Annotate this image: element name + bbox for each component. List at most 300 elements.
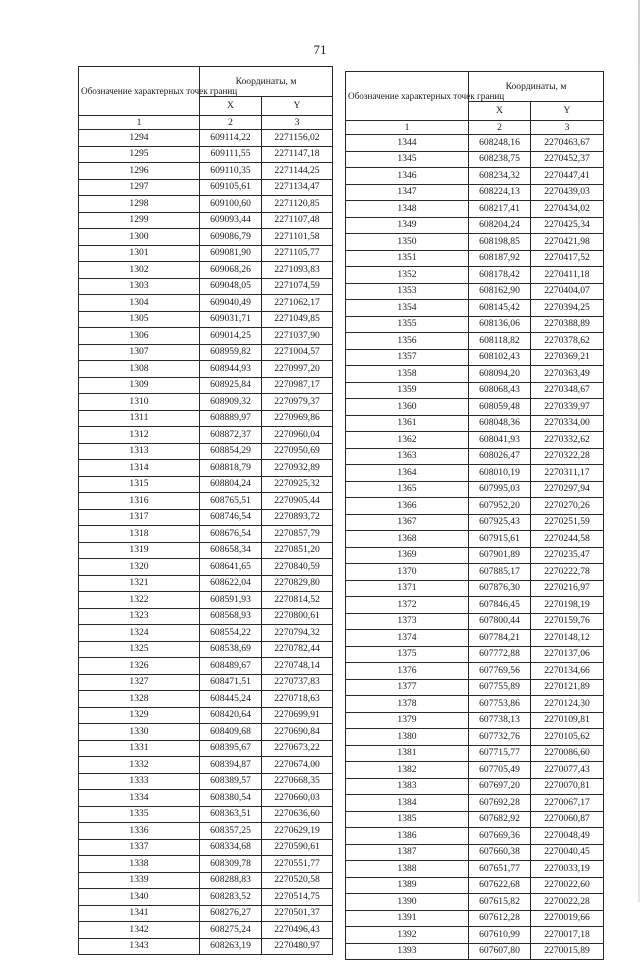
y-coordinate-cell: 2271120,85 <box>262 196 333 213</box>
y-coordinate-cell: 2270077,43 <box>531 762 604 779</box>
point-number-cell: 1357 <box>346 349 469 366</box>
y-coordinate-cell: 2270674,00 <box>262 757 333 774</box>
point-number-cell: 1318 <box>79 526 200 543</box>
table-row <box>346 729 604 746</box>
point-number-cell: 1305 <box>79 311 200 328</box>
y-coordinate-cell: 2270332,62 <box>531 432 604 449</box>
y-coordinate-cell: 2270148,12 <box>531 630 604 647</box>
point-number-cell: 1314 <box>79 460 200 477</box>
table-row <box>79 872 333 889</box>
x-coordinate-cell: 607682,92 <box>469 811 531 828</box>
x-coordinate-cell: 608765,51 <box>200 493 262 510</box>
header-x: X <box>469 102 531 121</box>
point-number-cell: 1391 <box>346 910 469 927</box>
point-number-cell: 1299 <box>79 212 200 229</box>
table-row <box>346 514 604 531</box>
point-number-cell: 1368 <box>346 531 469 548</box>
x-coordinate-cell: 609081,90 <box>200 245 262 262</box>
x-coordinate-cell: 608394,87 <box>200 757 262 774</box>
x-coordinate-cell: 609014,25 <box>200 328 262 345</box>
x-coordinate-cell: 608746,54 <box>200 509 262 526</box>
table-row <box>346 696 604 713</box>
header-col-number-2: 2 <box>200 116 262 130</box>
table-row <box>79 130 333 147</box>
y-coordinate-cell: 2270748,14 <box>262 658 333 675</box>
point-number-cell: 1303 <box>79 278 200 295</box>
table-row <box>79 773 333 790</box>
y-coordinate-cell: 2271101,58 <box>262 229 333 246</box>
point-number-cell: 1359 <box>346 382 469 399</box>
x-coordinate-cell: 608041,93 <box>469 432 531 449</box>
point-number-cell: 1333 <box>79 773 200 790</box>
x-coordinate-cell: 608068,43 <box>469 382 531 399</box>
table-row <box>346 811 604 828</box>
y-coordinate-cell: 2270040,45 <box>531 844 604 861</box>
x-coordinate-cell: 608489,67 <box>200 658 262 675</box>
table-row <box>346 679 604 696</box>
y-coordinate-cell: 2270134,66 <box>531 663 604 680</box>
x-coordinate-cell: 607846,45 <box>469 597 531 614</box>
point-number-cell: 1301 <box>79 245 200 262</box>
table-row <box>346 234 604 251</box>
y-coordinate-cell: 2270121,89 <box>531 679 604 696</box>
point-number-cell: 1339 <box>79 872 200 889</box>
x-coordinate-cell: 607753,86 <box>469 696 531 713</box>
point-number-cell: 1296 <box>79 163 200 180</box>
y-coordinate-cell: 2270979,37 <box>262 394 333 411</box>
point-number-cell: 1332 <box>79 757 200 774</box>
y-coordinate-cell: 2270216,97 <box>531 580 604 597</box>
y-coordinate-cell: 2271074,59 <box>262 278 333 295</box>
y-coordinate-cell: 2270198,19 <box>531 597 604 614</box>
x-coordinate-cell: 608420,64 <box>200 707 262 724</box>
y-coordinate-cell: 2270109,81 <box>531 712 604 729</box>
point-number-cell: 1392 <box>346 927 469 944</box>
x-coordinate-cell: 607615,82 <box>469 894 531 911</box>
x-coordinate-cell: 608198,85 <box>469 234 531 251</box>
x-coordinate-cell: 609040,49 <box>200 295 262 312</box>
y-coordinate-cell: 2270270,26 <box>531 498 604 515</box>
x-coordinate-cell: 609031,71 <box>200 311 262 328</box>
point-number-cell: 1310 <box>79 394 200 411</box>
point-number-cell: 1352 <box>346 267 469 284</box>
point-number-cell: 1347 <box>346 184 469 201</box>
table-row <box>346 399 604 416</box>
table-row <box>346 943 604 960</box>
point-number-cell: 1336 <box>79 823 200 840</box>
y-coordinate-cell: 2270297,94 <box>531 481 604 498</box>
point-number-cell: 1302 <box>79 262 200 279</box>
y-coordinate-cell: 2270800,61 <box>262 608 333 625</box>
x-coordinate-cell: 608162,90 <box>469 283 531 300</box>
x-coordinate-cell: 609093,44 <box>200 212 262 229</box>
x-coordinate-cell: 607692,28 <box>469 795 531 812</box>
point-number-cell: 1380 <box>346 729 469 746</box>
table-row <box>79 377 333 394</box>
point-number-cell: 1362 <box>346 432 469 449</box>
table-row <box>346 910 604 927</box>
table-row <box>79 476 333 493</box>
x-coordinate-cell: 608445,24 <box>200 691 262 708</box>
x-coordinate-cell: 608102,43 <box>469 349 531 366</box>
y-coordinate-cell: 2270421,98 <box>531 234 604 251</box>
y-coordinate-cell: 2271147,18 <box>262 146 333 163</box>
header-y: Y <box>262 97 333 116</box>
point-number-cell: 1308 <box>79 361 200 378</box>
point-number-cell: 1358 <box>346 366 469 383</box>
point-number-cell: 1317 <box>79 509 200 526</box>
point-number-cell: 1346 <box>346 168 469 185</box>
table-row <box>79 262 333 279</box>
x-coordinate-cell: 608658,34 <box>200 542 262 559</box>
x-coordinate-cell: 607669,36 <box>469 828 531 845</box>
y-coordinate-cell: 2270840,59 <box>262 559 333 576</box>
y-coordinate-cell: 2270905,44 <box>262 493 333 510</box>
y-coordinate-cell: 2270520,58 <box>262 872 333 889</box>
table-row <box>346 250 604 267</box>
point-number-cell: 1351 <box>346 250 469 267</box>
point-number-cell: 1378 <box>346 696 469 713</box>
table-row <box>79 311 333 328</box>
table-row <box>346 366 604 383</box>
x-coordinate-cell: 608010,19 <box>469 465 531 482</box>
y-coordinate-cell: 2270987,17 <box>262 377 333 394</box>
coordinates-table-left <box>78 66 333 955</box>
point-number-cell: 1324 <box>79 625 200 642</box>
x-coordinate-cell: 608389,57 <box>200 773 262 790</box>
table-row <box>79 625 333 642</box>
table-row <box>346 465 604 482</box>
y-coordinate-cell: 2270124,30 <box>531 696 604 713</box>
point-number-cell: 1297 <box>79 179 200 196</box>
x-coordinate-cell: 608854,29 <box>200 443 262 460</box>
point-number-cell: 1338 <box>79 856 200 873</box>
table-row <box>346 663 604 680</box>
point-number-cell: 1304 <box>79 295 200 312</box>
table-row <box>79 658 333 675</box>
point-number-cell: 1360 <box>346 399 469 416</box>
table-row <box>346 168 604 185</box>
table-row <box>346 861 604 878</box>
table-row <box>346 135 604 152</box>
table-row <box>346 877 604 894</box>
table-row <box>346 564 604 581</box>
y-coordinate-cell: 2271062,17 <box>262 295 333 312</box>
point-number-cell: 1375 <box>346 646 469 663</box>
y-coordinate-cell: 2270932,89 <box>262 460 333 477</box>
y-coordinate-cell: 2270496,43 <box>262 922 333 939</box>
y-coordinate-cell: 2270388,89 <box>531 316 604 333</box>
table-row <box>79 196 333 213</box>
table-row <box>79 361 333 378</box>
point-number-cell: 1337 <box>79 839 200 856</box>
y-coordinate-cell: 2271105,77 <box>262 245 333 262</box>
x-coordinate-cell: 608471,51 <box>200 674 262 691</box>
x-coordinate-cell: 608818,79 <box>200 460 262 477</box>
table-row <box>79 674 333 691</box>
x-coordinate-cell: 607610,99 <box>469 927 531 944</box>
table-row <box>346 349 604 366</box>
point-number-cell: 1386 <box>346 828 469 845</box>
point-number-cell: 1329 <box>79 707 200 724</box>
x-coordinate-cell: 608059,48 <box>469 399 531 416</box>
y-coordinate-cell: 2270660,03 <box>262 790 333 807</box>
y-coordinate-cell: 2270334,00 <box>531 415 604 432</box>
point-number-cell: 1309 <box>79 377 200 394</box>
table-row <box>346 927 604 944</box>
table-row <box>79 575 333 592</box>
point-number-cell: 1361 <box>346 415 469 432</box>
x-coordinate-cell: 608568,93 <box>200 608 262 625</box>
y-coordinate-cell: 2270251,59 <box>531 514 604 531</box>
y-coordinate-cell: 2270829,80 <box>262 575 333 592</box>
table-row <box>346 547 604 564</box>
point-number-cell: 1334 <box>79 790 200 807</box>
y-coordinate-cell: 2270969,86 <box>262 410 333 427</box>
table-row <box>346 415 604 432</box>
coordinates-table-right <box>345 71 604 960</box>
point-number-cell: 1370 <box>346 564 469 581</box>
y-coordinate-cell: 2270782,44 <box>262 641 333 658</box>
x-coordinate-cell: 607915,61 <box>469 531 531 548</box>
table-row <box>79 889 333 906</box>
y-coordinate-cell: 2270015,89 <box>531 943 604 960</box>
y-coordinate-cell: 2271156,02 <box>262 130 333 147</box>
y-coordinate-cell: 2270893,72 <box>262 509 333 526</box>
y-coordinate-cell: 2271134,47 <box>262 179 333 196</box>
x-coordinate-cell: 607607,80 <box>469 943 531 960</box>
x-coordinate-cell: 608288,83 <box>200 872 262 889</box>
x-coordinate-cell: 608178,42 <box>469 267 531 284</box>
y-coordinate-cell: 2270235,47 <box>531 547 604 564</box>
x-coordinate-cell: 607784,21 <box>469 630 531 647</box>
x-coordinate-cell: 609111,55 <box>200 146 262 163</box>
y-coordinate-cell: 2270434,02 <box>531 201 604 218</box>
y-coordinate-cell: 2270857,79 <box>262 526 333 543</box>
table-row <box>79 295 333 312</box>
x-coordinate-cell: 608363,51 <box>200 806 262 823</box>
y-coordinate-cell: 2270590,61 <box>262 839 333 856</box>
point-number-cell: 1349 <box>346 217 469 234</box>
point-number-cell: 1313 <box>79 443 200 460</box>
y-coordinate-cell: 2270105,62 <box>531 729 604 746</box>
table-row <box>346 828 604 845</box>
point-number-cell: 1344 <box>346 135 469 152</box>
y-coordinate-cell: 2271093,83 <box>262 262 333 279</box>
x-coordinate-cell: 607952,20 <box>469 498 531 515</box>
table-row <box>79 163 333 180</box>
table-row <box>346 778 604 795</box>
header-col-number-1: 1 <box>79 116 200 130</box>
y-coordinate-cell: 2270925,32 <box>262 476 333 493</box>
x-coordinate-cell: 608187,92 <box>469 250 531 267</box>
table-row <box>346 762 604 779</box>
x-coordinate-cell: 608204,24 <box>469 217 531 234</box>
x-coordinate-cell: 608275,24 <box>200 922 262 939</box>
point-number-cell: 1315 <box>79 476 200 493</box>
point-number-cell: 1356 <box>346 333 469 350</box>
table-row <box>79 559 333 576</box>
y-coordinate-cell: 2270086,60 <box>531 745 604 762</box>
point-number-cell: 1382 <box>346 762 469 779</box>
point-number-cell: 1327 <box>79 674 200 691</box>
x-coordinate-cell: 607769,56 <box>469 663 531 680</box>
x-coordinate-cell: 609048,05 <box>200 278 262 295</box>
y-coordinate-cell: 2270070,81 <box>531 778 604 795</box>
x-coordinate-cell: 608872,37 <box>200 427 262 444</box>
point-number-cell: 1320 <box>79 559 200 576</box>
point-number-cell: 1335 <box>79 806 200 823</box>
x-coordinate-cell: 608118,82 <box>469 333 531 350</box>
table-row <box>79 460 333 477</box>
x-coordinate-cell: 608248,16 <box>469 135 531 152</box>
x-coordinate-cell: 608224,13 <box>469 184 531 201</box>
x-coordinate-cell: 608554,22 <box>200 625 262 642</box>
table-row <box>79 938 333 955</box>
table-row <box>79 443 333 460</box>
table-row <box>79 839 333 856</box>
y-coordinate-cell: 2270048,49 <box>531 828 604 845</box>
x-coordinate-cell: 608909,32 <box>200 394 262 411</box>
y-coordinate-cell: 2270222,78 <box>531 564 604 581</box>
point-number-cell: 1365 <box>346 481 469 498</box>
point-number-cell: 1353 <box>346 283 469 300</box>
point-number-cell: 1390 <box>346 894 469 911</box>
y-coordinate-cell: 2270950,69 <box>262 443 333 460</box>
x-coordinate-cell: 607612,28 <box>469 910 531 927</box>
table-row <box>79 278 333 295</box>
y-coordinate-cell: 2270022,28 <box>531 894 604 911</box>
table-row <box>79 146 333 163</box>
y-coordinate-cell: 2270404,07 <box>531 283 604 300</box>
table-row <box>346 448 604 465</box>
table-row <box>346 844 604 861</box>
table-row <box>79 592 333 609</box>
point-number-cell: 1295 <box>79 146 200 163</box>
x-coordinate-cell: 607697,20 <box>469 778 531 795</box>
header-col-number-3: 3 <box>262 116 333 130</box>
x-coordinate-cell: 608094,20 <box>469 366 531 383</box>
point-number-cell: 1326 <box>79 658 200 675</box>
table-row <box>79 905 333 922</box>
y-coordinate-cell: 2271049,85 <box>262 311 333 328</box>
x-coordinate-cell: 609105,61 <box>200 179 262 196</box>
y-coordinate-cell: 2270668,35 <box>262 773 333 790</box>
table-row <box>79 608 333 625</box>
point-number-cell: 1350 <box>346 234 469 251</box>
table-row <box>346 531 604 548</box>
point-number-cell: 1363 <box>346 448 469 465</box>
x-coordinate-cell: 608409,68 <box>200 724 262 741</box>
point-number-cell: 1294 <box>79 130 200 147</box>
y-coordinate-cell: 2270369,21 <box>531 349 604 366</box>
point-number-cell: 1367 <box>346 514 469 531</box>
table-row <box>346 432 604 449</box>
table-row <box>79 179 333 196</box>
x-coordinate-cell: 608591,93 <box>200 592 262 609</box>
table-row <box>346 613 604 630</box>
point-number-cell: 1364 <box>346 465 469 482</box>
y-coordinate-cell: 2270629,19 <box>262 823 333 840</box>
x-coordinate-cell: 607651,77 <box>469 861 531 878</box>
y-coordinate-cell: 2270425,34 <box>531 217 604 234</box>
x-coordinate-cell: 608334,68 <box>200 839 262 856</box>
point-number-cell: 1377 <box>346 679 469 696</box>
header-coordinates: Координаты, м <box>200 67 333 97</box>
point-number-cell: 1385 <box>346 811 469 828</box>
point-number-cell: 1321 <box>79 575 200 592</box>
table-row <box>79 757 333 774</box>
point-number-cell: 1331 <box>79 740 200 757</box>
x-coordinate-cell: 607732,76 <box>469 729 531 746</box>
table-row <box>346 795 604 812</box>
table-row <box>346 283 604 300</box>
point-number-cell: 1373 <box>346 613 469 630</box>
table-row <box>79 542 333 559</box>
header-coordinates: Координаты, м <box>469 72 604 102</box>
point-number-cell: 1371 <box>346 580 469 597</box>
point-number-cell: 1300 <box>79 229 200 246</box>
y-coordinate-cell: 2270244,58 <box>531 531 604 548</box>
table-row <box>79 509 333 526</box>
y-coordinate-cell: 2270378,62 <box>531 333 604 350</box>
point-number-cell: 1307 <box>79 344 200 361</box>
x-coordinate-cell: 608889,97 <box>200 410 262 427</box>
table-row <box>79 245 333 262</box>
point-number-cell: 1341 <box>79 905 200 922</box>
x-coordinate-cell: 608804,24 <box>200 476 262 493</box>
x-coordinate-cell: 608026,47 <box>469 448 531 465</box>
x-coordinate-cell: 607885,17 <box>469 564 531 581</box>
point-number-cell: 1383 <box>346 778 469 795</box>
x-coordinate-cell: 607772,88 <box>469 646 531 663</box>
x-coordinate-cell: 608622,04 <box>200 575 262 592</box>
x-coordinate-cell: 608380,54 <box>200 790 262 807</box>
header-col-number-3: 3 <box>531 121 604 135</box>
table-row <box>79 641 333 658</box>
y-coordinate-cell: 2271144,25 <box>262 163 333 180</box>
point-number-cell: 1319 <box>79 542 200 559</box>
y-coordinate-cell: 2270339,97 <box>531 399 604 416</box>
point-number-cell: 1316 <box>79 493 200 510</box>
x-coordinate-cell: 607755,89 <box>469 679 531 696</box>
table-row <box>79 806 333 823</box>
point-number-cell: 1298 <box>79 196 200 213</box>
table-row <box>79 790 333 807</box>
table-row <box>79 394 333 411</box>
point-number-cell: 1323 <box>79 608 200 625</box>
y-coordinate-cell: 2270794,32 <box>262 625 333 642</box>
table-row <box>79 740 333 757</box>
table-row <box>79 212 333 229</box>
y-coordinate-cell: 2270960,04 <box>262 427 333 444</box>
x-coordinate-cell: 608136,06 <box>469 316 531 333</box>
point-number-cell: 1393 <box>346 943 469 960</box>
table-row <box>346 201 604 218</box>
x-coordinate-cell: 609110,35 <box>200 163 262 180</box>
y-coordinate-cell: 2270348,67 <box>531 382 604 399</box>
x-coordinate-cell: 608925,84 <box>200 377 262 394</box>
table-row <box>346 151 604 168</box>
x-coordinate-cell: 607738,13 <box>469 712 531 729</box>
table-row <box>346 333 604 350</box>
point-number-cell: 1348 <box>346 201 469 218</box>
point-number-cell: 1366 <box>346 498 469 515</box>
point-number-cell: 1306 <box>79 328 200 345</box>
table-row <box>79 344 333 361</box>
x-coordinate-cell: 609068,26 <box>200 262 262 279</box>
point-number-cell: 1384 <box>346 795 469 812</box>
